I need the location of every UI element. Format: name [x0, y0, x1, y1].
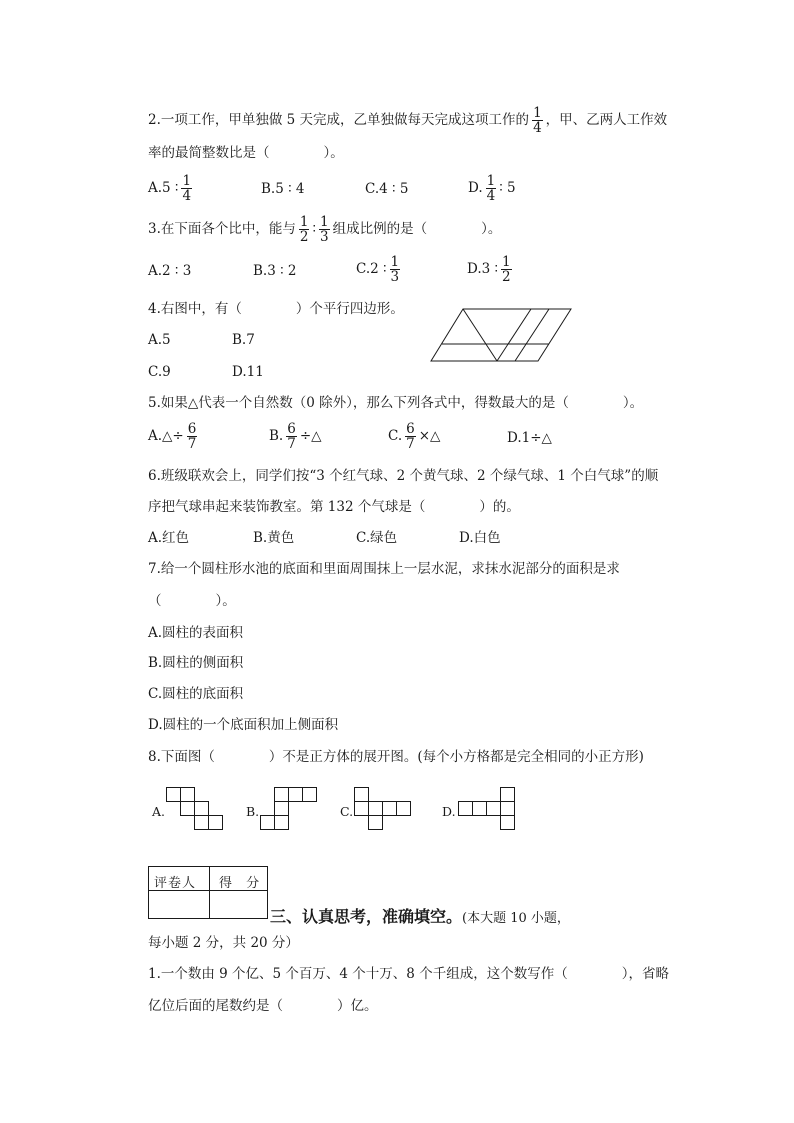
q8-stem: 8.下面图（ ）不是正方体的展开图。(每个小方格都是完全相同的小正方形) — [148, 749, 644, 765]
q8-label-c[interactable]: C. — [340, 804, 354, 819]
q7-option-b[interactable]: B.圆柱的侧面积 — [148, 655, 244, 671]
q8-label-b[interactable]: B. — [246, 804, 260, 819]
q2-option-d[interactable]: D. $\frac{1}{4}$ ∶ 5 — [468, 173, 516, 205]
score-header: 得 分 — [219, 876, 260, 891]
q3-option-d[interactable]: D.3 ∶ $\frac{1}{2}$ — [467, 254, 511, 286]
section-3-note-line2: 每小题 2 分，共 20 分） — [148, 935, 299, 951]
parallelogram-figure — [430, 308, 572, 362]
q6-option-b[interactable]: B.黄色 — [253, 530, 295, 546]
q7-option-d[interactable]: D.圆柱的一个底面积加上侧面积 — [148, 717, 339, 733]
grader-header: 评卷人 — [154, 876, 197, 891]
score-table — [148, 866, 268, 919]
q6-stem: 6.班级联欢会上，同学们按“3 个红气球、2 个黄气球、2 个绿气球、1 个白气球”的顺 — [148, 468, 659, 484]
s3-q1-stem: 1.一个数由 9 个亿、5 个百万、4 个十万、8 个千组成，这个数写作（ ），省略 — [148, 966, 669, 982]
cube-net-a[interactable] — [166, 787, 224, 832]
q2-stem: 2.一项工作，甲单独做 5 天完成，乙单独做每天完成这项工作的 $\frac{1}{4}$ ，甲、乙两人工作效 — [148, 105, 668, 137]
q4-stem: 4.右图中，有（ ）个平行四边形。 — [148, 301, 404, 317]
section-3-note: (本大题 10 小题， — [462, 911, 570, 926]
q4-option-d[interactable]: D.11 — [232, 364, 264, 380]
q2-option-b[interactable]: B.5 ∶ 4 — [261, 181, 305, 197]
q6-option-a[interactable]: A.红色 — [148, 530, 190, 546]
s3-q1-stem-line2: 亿位后面的尾数约是（ ）亿。 — [148, 998, 378, 1014]
q3-option-b[interactable]: B.3 ∶ 2 — [253, 263, 297, 279]
section-3-title: 三、认真思考，准确填空。(本大题 10 小题， — [270, 907, 570, 926]
q4-option-a[interactable]: A.5 — [148, 332, 171, 348]
q3-option-c[interactable]: C.2 ∶ $\frac{1}{3}$ — [356, 254, 400, 286]
q5-option-a[interactable]: A.△÷ $\frac{6}{7}$ — [148, 421, 197, 453]
cube-net-c[interactable] — [354, 787, 412, 832]
diagonal-line-2 — [497, 309, 531, 361]
q2-fraction: $\frac{1}{4}$ — [533, 105, 542, 137]
q7-option-a[interactable]: A.圆柱的表面积 — [148, 625, 244, 641]
q4-option-b[interactable]: B.7 — [232, 332, 255, 348]
cube-net-b[interactable] — [260, 787, 318, 832]
q2-option-a[interactable]: A.5 ∶ $\frac{1}{4}$ — [148, 173, 192, 205]
parallelogram-outline — [431, 309, 571, 361]
q4-option-c[interactable]: C.9 — [148, 364, 171, 380]
q3-option-a[interactable]: A.2 ∶ 3 — [148, 263, 192, 279]
q8-label-d[interactable]: D. — [442, 804, 456, 819]
q8-label-a[interactable]: A. — [152, 804, 166, 819]
q5-option-c[interactable]: C. $\frac{6}{7}$ ×△ — [388, 421, 441, 453]
q2-stem-line2: 率的最简整数比是（ ）。 — [148, 145, 344, 161]
q7-stem-line2: （ ）。 — [148, 593, 236, 609]
q5-stem: 5.如果△代表一个自然数（0 除外），那么下列各式中，得数最大的是（ ）。 — [148, 395, 644, 411]
q5-option-d[interactable]: D.1÷△ — [507, 430, 552, 446]
cube-net-d[interactable] — [456, 787, 516, 832]
diagonal-line-1 — [463, 309, 497, 361]
q2-option-c[interactable]: C.4 ∶ 5 — [365, 181, 409, 197]
q3-stem: 3.在下面各个比中，能与 $\frac{1}{2}$ ∶ $\frac{1}{3}$ 组成比例的是（ ）。 — [148, 214, 502, 246]
score-cell[interactable] — [210, 891, 268, 919]
q6-option-c[interactable]: C.绿色 — [356, 530, 398, 546]
diagonal-line-3 — [515, 309, 549, 361]
q5-option-b[interactable]: B. $\frac{6}{7}$ ÷△ — [269, 421, 322, 453]
q7-stem: 7.给一个圆柱形水池的底面和里面周围抹上一层水泥，求抹水泥部分的面积是求 — [148, 561, 620, 577]
q7-option-c[interactable]: C.圆柱的底面积 — [148, 686, 244, 702]
q6-option-d[interactable]: D.白色 — [459, 530, 501, 546]
grader-cell[interactable] — [149, 891, 209, 919]
q6-stem-line2: 序把气球串起来装饰教室。第 132 个气球是（ ）的。 — [148, 499, 520, 515]
